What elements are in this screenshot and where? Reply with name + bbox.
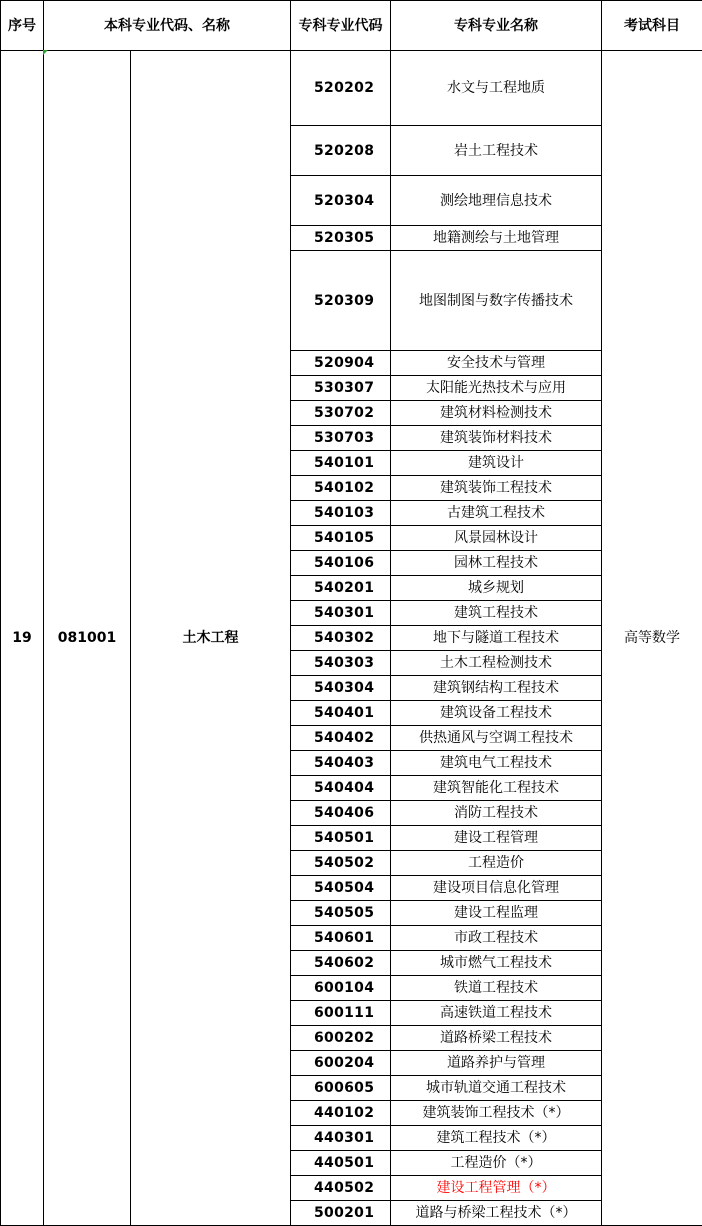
spec-code-cell: 600204 bbox=[291, 1051, 391, 1076]
spec-name-cell: 岩土工程技术 bbox=[391, 126, 602, 176]
spec-code-cell: 520305 bbox=[291, 226, 391, 251]
spec-code-cell: 520304 bbox=[291, 176, 391, 226]
spec-name-cell: 城市燃气工程技术 bbox=[391, 951, 602, 976]
spec-name-cell: 水文与工程地质 bbox=[391, 51, 602, 126]
cell-marker bbox=[43, 50, 48, 55]
spec-code-cell: 540201 bbox=[291, 576, 391, 601]
spec-name-cell: 城市轨道交通工程技术 bbox=[391, 1076, 602, 1101]
spec-code-cell: 540301 bbox=[291, 601, 391, 626]
spec-name-cell: 地下与隧道工程技术 bbox=[391, 626, 602, 651]
spec-code-cell: 540505 bbox=[291, 901, 391, 926]
header-spec-name: 专科专业名称 bbox=[391, 1, 602, 51]
spec-code-cell: 540106 bbox=[291, 551, 391, 576]
spec-name-cell: 土木工程检测技术 bbox=[391, 651, 602, 676]
spec-name-cell: 建筑钢结构工程技术 bbox=[391, 676, 602, 701]
spec-name-cell: 太阳能光热技术与应用 bbox=[391, 376, 602, 401]
spec-name-cell: 建设工程管理 bbox=[391, 826, 602, 851]
header-row bbox=[1, 1, 702, 51]
spec-code-cell: 540406 bbox=[291, 801, 391, 826]
spec-code-cell: 540105 bbox=[291, 526, 391, 551]
seq-cell: 19 bbox=[1, 51, 44, 1226]
bachelor-name-cell: 土木工程 bbox=[131, 51, 291, 1226]
table-row bbox=[1, 51, 702, 126]
spec-name-cell: 道路与桥梁工程技术（*） bbox=[391, 1201, 602, 1226]
spec-name-cell: 建筑电气工程技术 bbox=[391, 751, 602, 776]
header-bachelor: 本科专业代码、名称 bbox=[44, 1, 291, 51]
spec-code-cell: 540101 bbox=[291, 451, 391, 476]
spec-code-cell: 540103 bbox=[291, 501, 391, 526]
header-spec-code: 专科专业代码 bbox=[291, 1, 391, 51]
spec-name-cell: 古建筑工程技术 bbox=[391, 501, 602, 526]
spec-name-cell: 道路养护与管理 bbox=[391, 1051, 602, 1076]
header-seq: 序号 bbox=[1, 1, 44, 51]
spec-code-cell: 600202 bbox=[291, 1026, 391, 1051]
spec-code-cell: 540504 bbox=[291, 876, 391, 901]
spec-code-cell: 540401 bbox=[291, 701, 391, 726]
spec-name-cell: 道路桥梁工程技术 bbox=[391, 1026, 602, 1051]
spec-name-cell: 建筑智能化工程技术 bbox=[391, 776, 602, 801]
spec-code-cell: 600605 bbox=[291, 1076, 391, 1101]
spec-name-cell: 建筑材料检测技术 bbox=[391, 401, 602, 426]
spec-code-cell: 540404 bbox=[291, 776, 391, 801]
spec-name-cell: 测绘地理信息技术 bbox=[391, 176, 602, 226]
spec-code-cell: 540303 bbox=[291, 651, 391, 676]
spec-code-cell: 520904 bbox=[291, 351, 391, 376]
spec-name-cell: 建设工程监理 bbox=[391, 901, 602, 926]
spec-code-cell: 540402 bbox=[291, 726, 391, 751]
table-body bbox=[1, 51, 702, 1226]
spec-name-cell: 建筑装饰工程技术（*） bbox=[391, 1101, 602, 1126]
spec-code-cell: 530702 bbox=[291, 401, 391, 426]
header-exam: 考试科目 bbox=[602, 1, 702, 51]
spec-code-cell: 540304 bbox=[291, 676, 391, 701]
spec-code-cell: 500201 bbox=[291, 1201, 391, 1226]
spec-name-cell: 高速铁道工程技术 bbox=[391, 1001, 602, 1026]
spec-name-cell: 地籍测绘与土地管理 bbox=[391, 226, 602, 251]
spec-name-cell: 建筑工程技术（*） bbox=[391, 1126, 602, 1151]
spec-code-cell: 520208 bbox=[291, 126, 391, 176]
spec-code-cell: 540502 bbox=[291, 851, 391, 876]
spec-name-cell: 建筑设计 bbox=[391, 451, 602, 476]
spec-code-cell: 540601 bbox=[291, 926, 391, 951]
spec-name-cell: 工程造价 bbox=[391, 851, 602, 876]
spec-code-cell: 440501 bbox=[291, 1151, 391, 1176]
spec-name-cell: 供热通风与空调工程技术 bbox=[391, 726, 602, 751]
spec-name-cell: 建筑装饰工程技术 bbox=[391, 476, 602, 501]
spec-name-cell: 建筑工程技术 bbox=[391, 601, 602, 626]
spec-name-cell: 园林工程技术 bbox=[391, 551, 602, 576]
spec-code-cell: 520202 bbox=[291, 51, 391, 126]
spec-name-cell: 地图制图与数字传播技术 bbox=[391, 251, 602, 351]
spec-name-cell: 安全技术与管理 bbox=[391, 351, 602, 376]
spec-code-cell: 540102 bbox=[291, 476, 391, 501]
spec-code-cell: 540602 bbox=[291, 951, 391, 976]
spec-name-cell: 消防工程技术 bbox=[391, 801, 602, 826]
spec-name-cell: 市政工程技术 bbox=[391, 926, 602, 951]
bachelor-code-cell: 081001 bbox=[44, 51, 131, 1226]
spec-code-cell: 440301 bbox=[291, 1126, 391, 1151]
spec-code-cell: 600111 bbox=[291, 1001, 391, 1026]
spec-code-cell: 530307 bbox=[291, 376, 391, 401]
spec-name-cell: 建设工程管理（*） bbox=[391, 1176, 602, 1201]
spec-code-cell: 540501 bbox=[291, 826, 391, 851]
spec-name-cell: 建设项目信息化管理 bbox=[391, 876, 602, 901]
spec-name-cell: 风景园林设计 bbox=[391, 526, 602, 551]
spec-code-cell: 440102 bbox=[291, 1101, 391, 1126]
spec-name-cell: 城乡规划 bbox=[391, 576, 602, 601]
spec-name-cell: 工程造价（*） bbox=[391, 1151, 602, 1176]
spec-code-cell: 530703 bbox=[291, 426, 391, 451]
spec-code-cell: 440502 bbox=[291, 1176, 391, 1201]
spec-name-cell: 建筑设备工程技术 bbox=[391, 701, 602, 726]
spec-name-cell: 铁道工程技术 bbox=[391, 976, 602, 1001]
spec-code-cell: 540302 bbox=[291, 626, 391, 651]
spec-code-cell: 600104 bbox=[291, 976, 391, 1001]
exam-subject-cell: 高等数学 bbox=[602, 51, 702, 1226]
spec-name-cell: 建筑装饰材料技术 bbox=[391, 426, 602, 451]
spec-code-cell: 520309 bbox=[291, 251, 391, 351]
spec-code-cell: 540403 bbox=[291, 751, 391, 776]
